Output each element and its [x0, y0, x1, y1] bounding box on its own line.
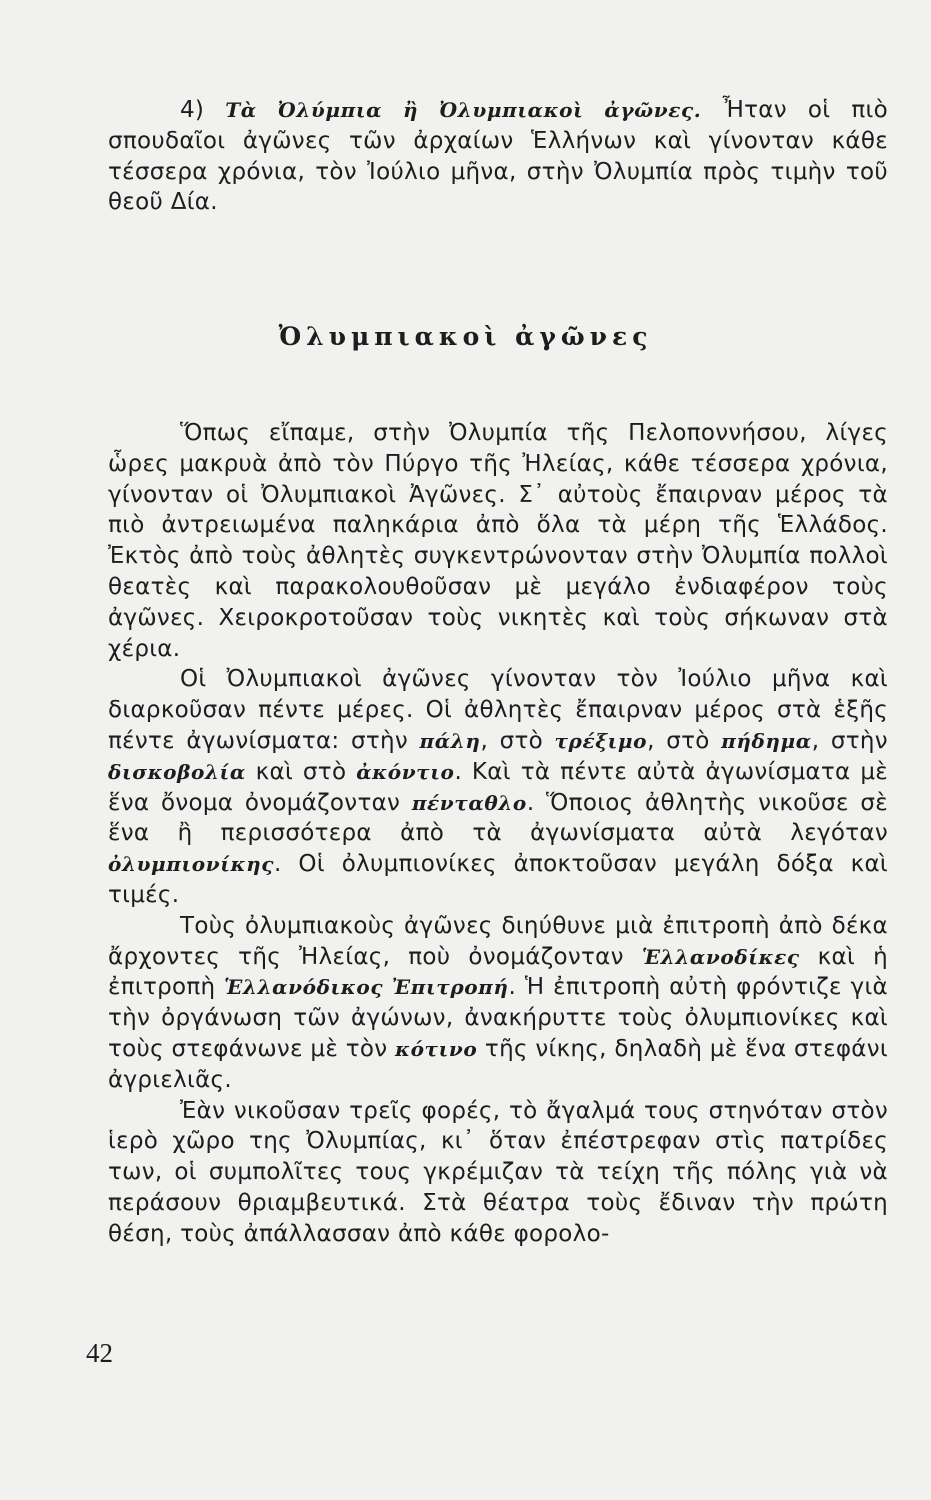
intro-title: Τὰ Ὀλύμπια ἢ Ὀλυμπιακοὶ ἀγῶνες.: [225, 98, 702, 122]
text-span: . Οἱ ὀλυμπιονίκες ἀποκτοῦσαν μεγάλη δόξα καὶ τιμές.: [108, 851, 888, 908]
section-heading: Ὀλυμπιακοὶ ἀγῶνες: [278, 322, 653, 351]
term-pidima: πήδημα: [721, 728, 812, 753]
term-ellanodikos-epitropi: Ἑλλανόδικος Ἐπιτροπή: [224, 975, 509, 1000]
paragraph-1: Ὅπως εἴπαμε, στὴν Ὀλυμπία τῆς Πελοποννήσου, λίγες ὧρες μακρυὰ ἀπὸ τὸν Πύργο τῆς Ἠλείας, κάθε τέσσερα χρόνια, γίνονταν οἱ Ὀλυμπιακοὶ Ἀγῶνες. Σ᾽ αὐτοὺς ἔπαιρναν μέρος τὰ πιὸ ἀντρειωμένα παληκάρια ἀπὸ ὅλα τὰ μέρη τῆς Ἑλλάδος. Ἐκτὸς ἀπὸ τοὺς ἀθλητὲς συγκεντρώνονταν στὴν Ὀλυμπία πολλοὶ θεατὲς καὶ παρακολουθοῦσαν μὲ μεγάλο ἐνδιαφέρον τοὺς ἀγῶνες. Χειροκροτοῦσαν τοὺς νικητὲς καὶ τοὺς σήκωναν στὰ χέρια.: [108, 420, 888, 662]
term-trexrimo: τρέξιμο: [554, 728, 648, 753]
term-ellanodikes: Ἑλλανοδίκες: [641, 944, 800, 969]
paragraph-3: [108, 911, 888, 1096]
text-span: , στὸ: [480, 727, 543, 754]
main-text: [108, 418, 888, 1250]
text-span: καὶ στὸ: [255, 758, 347, 785]
term-akontio: ἀκόντιο: [356, 759, 455, 784]
text-span: καὶ ἡ ἐπιτροπὴ: [108, 943, 888, 1001]
paragraph-4: Ἐὰν νικοῦσαν τρεῖς φορές, τὸ ἄγαλμά τους στηνόταν στὸν ἱερὸ χῶρο της Ὀλυμπίας, κι᾽ ὅταν ἐπέστρεφαν στὶς πατρίδες των, οἱ συμπολῖτες τους γκρέμιζαν τὰ τείχη τῆς πόλης γιὰ νὰ περάσουν θριαμβευτικά. Στὰ θέατρα τοὺς ἔδιναν τὴν πρώτη θέση, τοὺς ἀπάλλασσαν ἀπὸ κάθε φορολο-: [108, 1097, 888, 1247]
term-olympionikis: ὀλυμπιονίκης: [108, 852, 274, 877]
text-span: . Ὅποιος ἀθλητὴς νικοῦσε σὲ ἕνα ἢ περισσότερα ἀπὸ τὰ ἀγωνίσματα αὐτὰ λεγόταν: [108, 789, 888, 847]
text-span: τῆς νίκης, δηλαδὴ μὲ ἕνα στεφάνι ἀγριελιᾶς.: [108, 1035, 888, 1093]
text-span: . Καὶ τὰ πέντε αὐτὰ ἀγωνίσματα μὲ ἕνα ὄνομα ὀνομάζονταν: [108, 758, 888, 816]
text-span: Οἱ Ὀλυμπιακοὶ ἀγῶνες γίνονταν τὸν Ἰούλιο μῆνα καὶ διαρκοῦσαν πέντε μέρες. Οἱ ἀθλητὲς ἔπαιρναν μέρος στὰ ἑξῆς πέντε ἀγωνίσματα: στὴν: [108, 666, 888, 754]
intro-paragraph: [108, 95, 888, 218]
text-span: , στὸ: [647, 727, 710, 754]
text-span: Τοὺς ὀλυμπιακοὺς ἀγῶνες διηύθυνε μιὰ ἐπιτροπὴ ἀπὸ δέκα ἄρχοντες τῆς Ἠλείας, ποὺ ὀνομάζονταν: [108, 912, 888, 970]
intro-text: Ἦταν οἱ πιὸ σπουδαῖοι ἀγῶνες τῶν ἀρχαίων Ἑλλήνων καὶ γίνονταν κάθε τέσσερα χρόνια, τὸν Ἰούλιο μῆνα, στὴν Ὀλυμπία πρὸς τιμὴν τοῦ θεοῦ Δία.: [108, 97, 888, 216]
text-span: . Ἡ ἐπιτροπὴ αὐτὴ φρόντιζε γιὰ τὴν ὀργάνωση τῶν ἀγώνων, ἀνακήρυττε τοὺς ὀλυμπιονίκες καὶ τοὺς στεφάνωνε μὲ τὸν: [108, 974, 888, 1062]
page-number: 42: [86, 1338, 113, 1368]
term-pentathlo: πένταθλο: [411, 790, 527, 815]
text-span: , στὴν: [811, 727, 888, 754]
term-pali: πάλη: [419, 728, 481, 753]
paragraph-2: [108, 664, 888, 910]
term-diskovolia: δισκοβολία: [108, 759, 246, 784]
intro-number: 4): [180, 97, 205, 123]
term-kotino: κότινο: [395, 1036, 478, 1061]
